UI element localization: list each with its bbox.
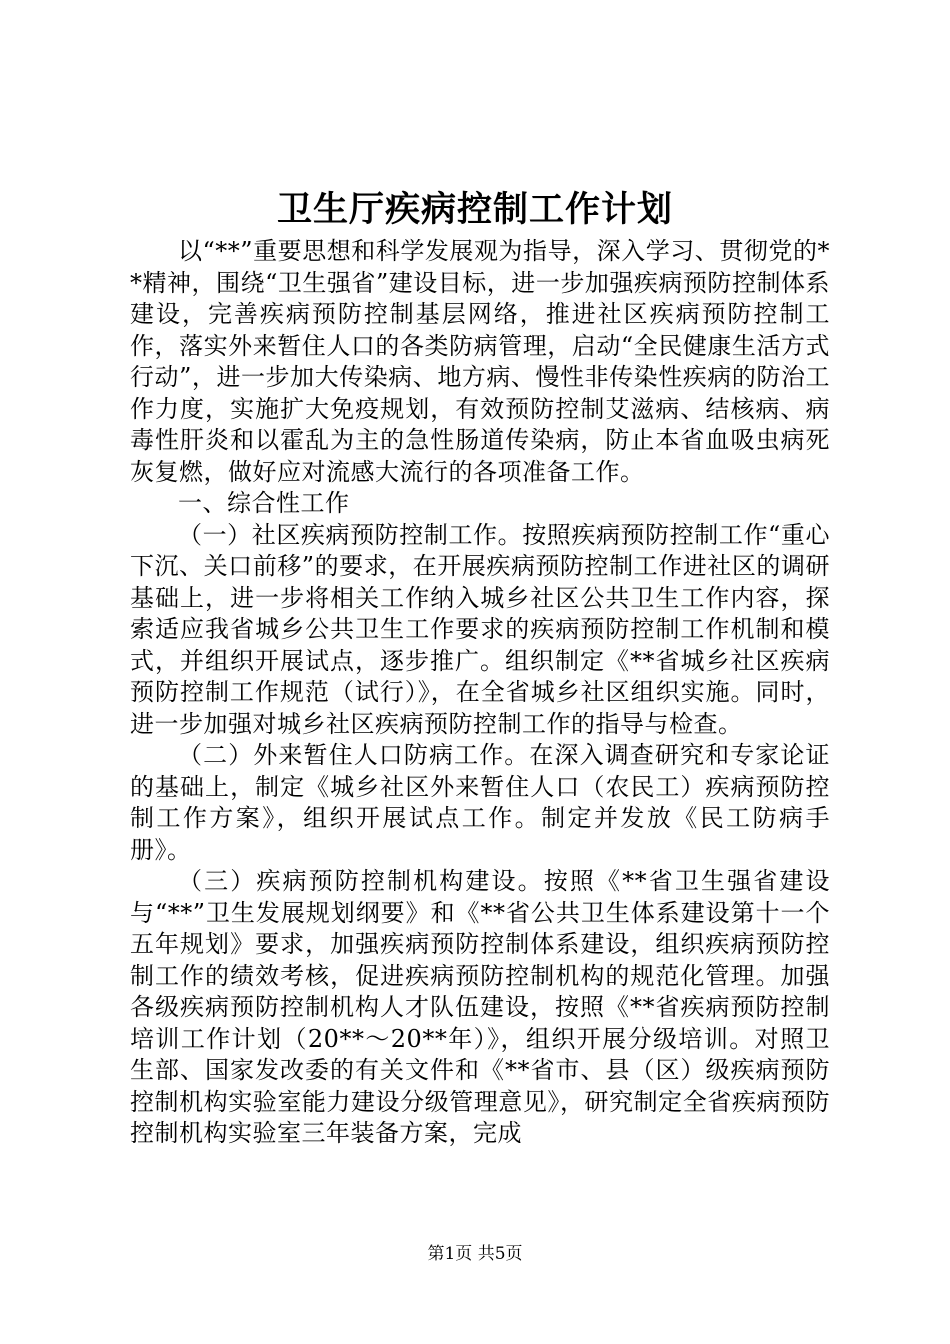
document-body	[130, 236, 830, 1150]
section1-paragraph-1: （一）社区疾病预防控制工作。按照疾病预防控制工作“重心下沉、关口前移”的要求，在开展疾病预防控制工作进社区的调研基础上，进一步将相关工作纳入城乡社区公共卫生工作内容，探索适应我省城乡公共卫生工作要求的疾病预防控制工作机制和模式，并组织开展试点，逐步推广。组织制定《**省城乡社区疾病预防控制工作规范（试行）》，在全省城乡社区组织实施。同时，进一步加强对城乡社区疾病预防控制工作的指导与检查。	[130, 520, 830, 738]
section1-paragraph-2: （二）外来暂住人口防病工作。在深入调查研究和专家论证的基础上，制定《城乡社区外来暂住人口（农民工）疾病预防控制工作方案》，组织开展试点工作。制定并发放《民工防病手册》。	[130, 741, 830, 864]
document-title: 卫生厅疾病控制工作计划	[276, 189, 673, 230]
section1-paragraph-3: （三）疾病预防控制机构建设。按照《**省卫生强省建设与“**”卫生发展规划纲要》和《**省公共卫生体系建设第十一个五年规划》要求，加强疾病预防控制体系建设，组织疾病预防控制工作的绩效考核，促进疾病预防控制机构的规范化管理。加强各级疾病预防控制机构人才队伍建设，按照《**省疾病预防控制培训工作计划（20**～20**年）》，组织开展分级培训。对照卫生部、国家发改委的有关文件和《**省市、县（区）级疾病预防控制机构实验室能力建设分级管理意见》，研究制定全省疾病预防控制机构实验室三年装备方案，完成	[130, 867, 830, 1147]
intro-paragraph: 以“**”重要思想和科学发展观为指导，深入学习、贯彻党的**精神，围绕“卫生强省”建设目标，进一步加强疾病预防控制体系建设，完善疾病预防控制基层网络，推进社区疾病预防控制工作，落实外来暂住人口的各类防病管理，启动“全民健康生活方式行动”，进一步加大传染病、地方病、慢性非传染性疾病的防治工作力度，实施扩大免疫规划，有效预防控制艾滋病、结核病、病毒性肝炎和以霍乱为主的急性肠道传染病，防止本省血吸虫病死灰复燃，做好应对流感大流行的各项准备工作。	[130, 237, 830, 486]
section-heading-1: 一、综合性工作	[178, 489, 350, 517]
page-footer: 第1页 共5页	[427, 1244, 523, 1264]
